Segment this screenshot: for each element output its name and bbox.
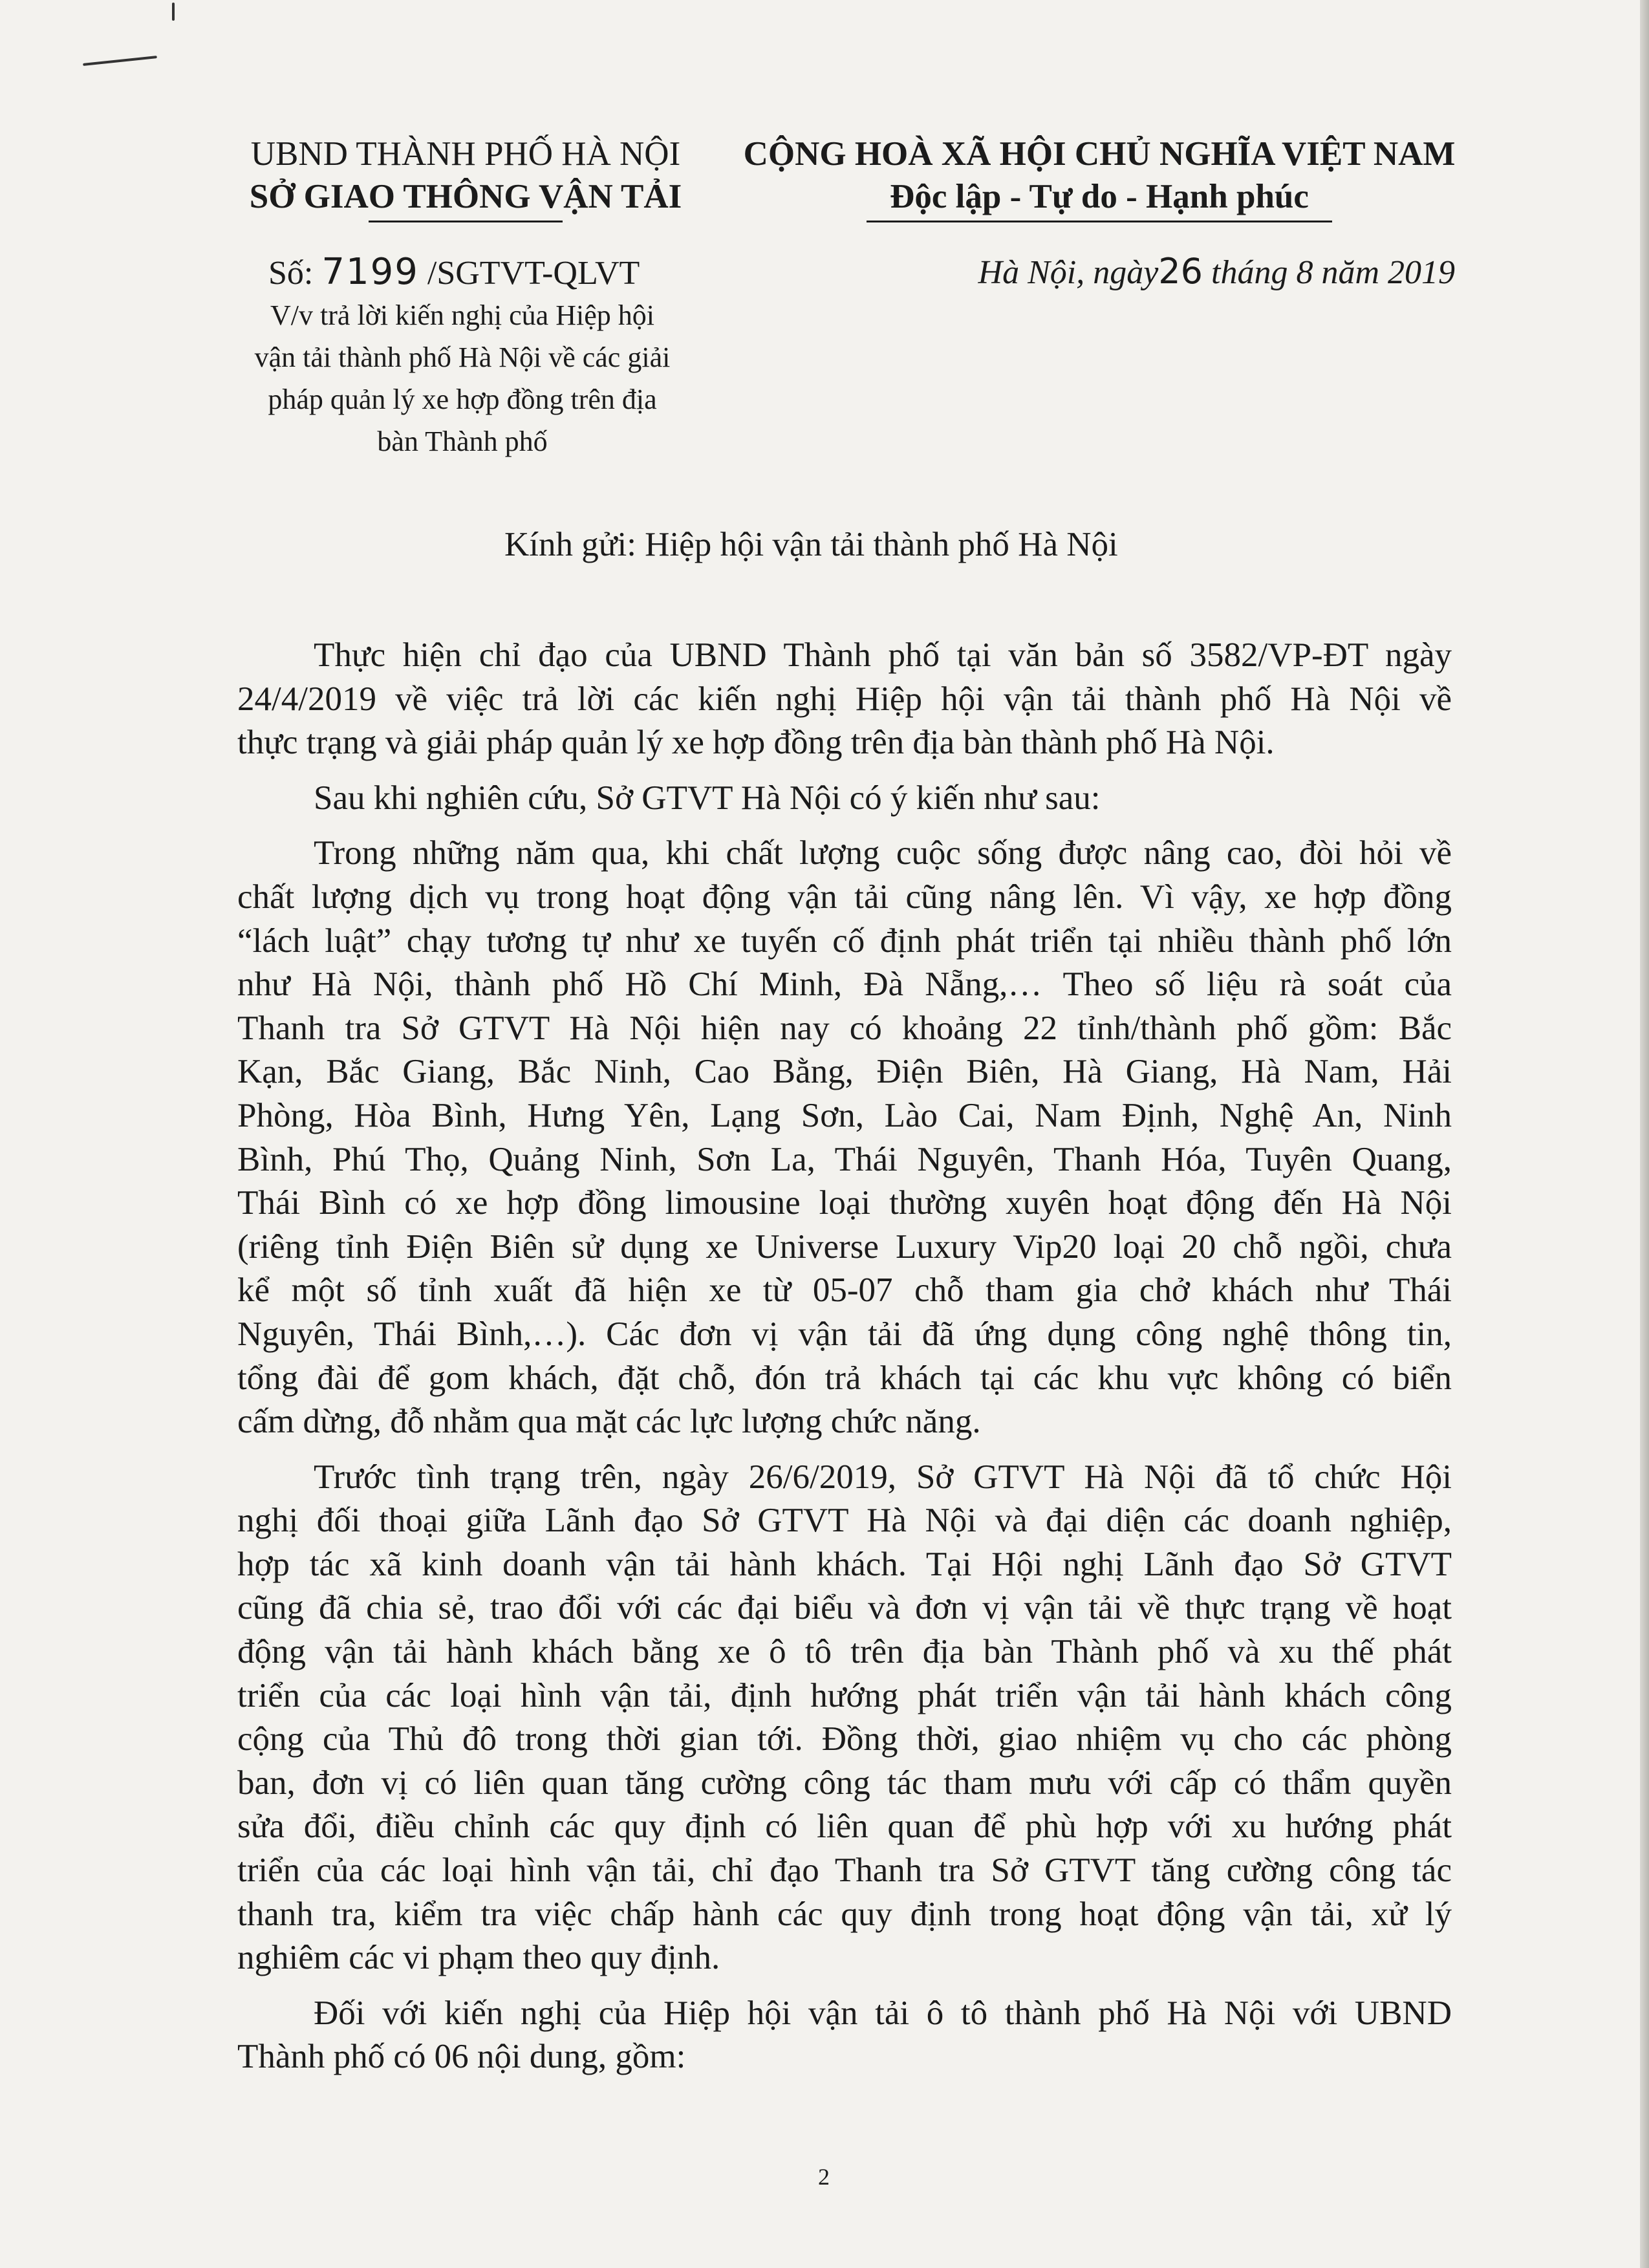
document-number	[268, 251, 640, 293]
body-line: Phòng, Hòa Bình, Hưng Yên, Lạng Sơn, Lào Cai, Nam Định, Nghệ An, Ninh	[237, 1096, 1452, 1134]
body-line: động vận tải hành khách bằng xe ô tô trên địa bàn Thành phố và xu thế phát	[237, 1633, 1452, 1671]
country-name: CỘNG HOÀ XÃ HỘI CHỦ NGHĨA VIỆT NAM	[743, 135, 1456, 173]
body-line: Thanh tra Sở GTVT Hà Nội hiện nay có khoảng 22 tỉnh/thành phố gồm: Bắc	[237, 1009, 1452, 1047]
subject-block	[223, 294, 702, 462]
body-line: Thực hiện chỉ đạo của UBND Thành phố tại văn bản số 3582/VP-ĐT ngày	[314, 636, 1452, 674]
body-line: ban, đơn vị có liên quan tăng cường công tác tham mưu với cấp có thẩm quyền	[237, 1764, 1452, 1802]
body-line: Đối với kiến nghị của Hiệp hội vận tải ô tô thành phố Hà Nội với UBND	[314, 1994, 1452, 2032]
body-paragraph	[237, 634, 1452, 765]
issuer-parent: UBND THÀNH PHỐ HÀ NỘI	[250, 135, 681, 173]
issuer-name: SỞ GIAO THÔNG VẬN TẢI	[249, 178, 682, 215]
body-line: chất lượng dịch vụ trong hoạt động vận tải cũng nâng lên. Vì vậy, xe hợp đồng	[237, 878, 1452, 916]
date-day-handwritten: 26	[1158, 251, 1203, 292]
pen-mark	[83, 56, 157, 66]
body-line: triển của các loại hình vận tải, chỉ đạo Thanh tra Sở GTVT tăng cường công tác	[237, 1852, 1452, 1890]
subject-line: pháp quản lý xe hợp đồng trên địa	[268, 383, 657, 415]
body-line: thực trạng và giải pháp quản lý xe hợp đồng trên địa bàn thành phố Hà Nội.	[237, 724, 1275, 762]
body-line: nghị đối thoại giữa Lãnh đạo Sở GTVT Hà Nội và đại diện các doanh nghiệp,	[237, 1502, 1452, 1540]
scan-edge-shadow	[1640, 0, 1649, 2268]
number-handwritten: 7199	[321, 251, 419, 293]
body-paragraph	[314, 777, 1452, 821]
body-line: thanh tra, kiểm tra việc chấp hành các quy định trong hoạt động vận tải, xử lý	[237, 1895, 1452, 1933]
body-line: Nguyên, Thái Bình,…). Các đơn vị vận tải đã ứng dụng công nghệ thông tin,	[237, 1315, 1452, 1353]
body-line: cấm dừng, đỗ nhằm qua mặt các lực lượng chức năng.	[237, 1403, 981, 1441]
subject-line: V/v trả lời kiến nghị của Hiệp hội	[270, 299, 654, 331]
date-before: Hà Nội, ngày	[978, 254, 1159, 291]
body-line: Trong những năm qua, khi chất lượng cuộc sống được nâng cao, đòi hỏi về	[314, 834, 1452, 872]
national-motto-block	[731, 133, 1468, 222]
recipient: Kính gửi: Hiệp hội vận tải thành phố Hà Nội	[504, 526, 1118, 563]
body-line: Kạn, Bắc Giang, Bắc Ninh, Cao Bằng, Điện Biên, Hà Giang, Hà Nam, Hải	[237, 1053, 1452, 1091]
body-line: Thành phố có 06 nội dung, gồm:	[237, 2038, 686, 2076]
body-line: Thái Bình có xe hợp đồng limousine loại thường xuyên hoạt động đến Hà Nội	[237, 1184, 1452, 1222]
number-prefix: Số:	[268, 255, 322, 292]
body-paragraph	[237, 1992, 1452, 2079]
issuer-underline	[369, 221, 563, 222]
body-line: nghiêm các vi phạm theo quy định.	[237, 1939, 720, 1977]
page-number: 2	[818, 2164, 830, 2190]
subject-line: bàn Thành phố	[377, 426, 548, 457]
body-line: triển của các loại hình vận tải, định hướng phát triển vận tải hành khách công	[237, 1676, 1452, 1714]
motto-underline	[867, 221, 1332, 222]
number-suffix: /SGTVT-QLVT	[418, 255, 640, 292]
pen-tick	[172, 3, 175, 21]
body-line: (riêng tỉnh Điện Biên sử dụng xe Universe Luxury Vip20 loại 20 chỗ ngồi, chưa	[237, 1227, 1452, 1266]
body-line: Sau khi nghiên cứu, Sở GTVT Hà Nội có ý kiến như sau:	[314, 779, 1101, 817]
motto: Độc lập - Tự do - Hạnh phúc	[890, 178, 1309, 215]
body-line: Trước tình trạng trên, ngày 26/6/2019, Sở GTVT Hà Nội đã tổ chức Hội	[314, 1458, 1452, 1496]
date-after: tháng 8 năm 2019	[1203, 254, 1455, 291]
date-line	[978, 251, 1455, 292]
issuer-block	[220, 133, 711, 222]
body-line: kể một số tỉnh xuất đã hiện xe từ 05-07 chỗ tham gia chở khách như Thái	[237, 1271, 1452, 1310]
body-paragraph	[237, 1456, 1452, 1980]
body-line: cộng của Thủ đô trong thời gian tới. Đồng thời, giao nhiệm vụ cho các phòng	[237, 1720, 1452, 1758]
body-line: tổng đài để gom khách, đặt chỗ, đón trả khách tại các khu vực không có biển	[237, 1359, 1452, 1397]
body-line: sửa đổi, điều chỉnh các quy định có liên quan để phù hợp với xu hướng phát	[237, 1808, 1452, 1846]
letter-body	[237, 634, 1452, 2091]
body-paragraph	[237, 832, 1452, 1443]
subject-line: vận tải thành phố Hà Nội về các giải	[254, 341, 671, 373]
body-line: như Hà Nội, thành phố Hồ Chí Minh, Đà Nẵng,… Theo số liệu rà soát của	[237, 966, 1452, 1004]
body-line: hợp tác xã kinh doanh vận tải hành khách. Tại Hội nghị Lãnh đạo Sở GTVT	[237, 1545, 1452, 1583]
body-line: Bình, Phú Thọ, Quảng Ninh, Sơn La, Thái Nguyên, Thanh Hóa, Tuyên Quang,	[237, 1140, 1452, 1178]
body-line: 24/4/2019 về việc trả lời các kiến nghị Hiệp hội vận tải thành phố Hà Nội về	[237, 680, 1452, 718]
body-line: “lách luật” chạy tương tự như xe tuyến cố định phát triển tại nhiều thành phố lớn	[237, 922, 1452, 960]
body-line: cũng đã chia sẻ, trao đổi với các đại biểu và đơn vị vận tải về thực trạng về hoạt	[237, 1589, 1452, 1627]
